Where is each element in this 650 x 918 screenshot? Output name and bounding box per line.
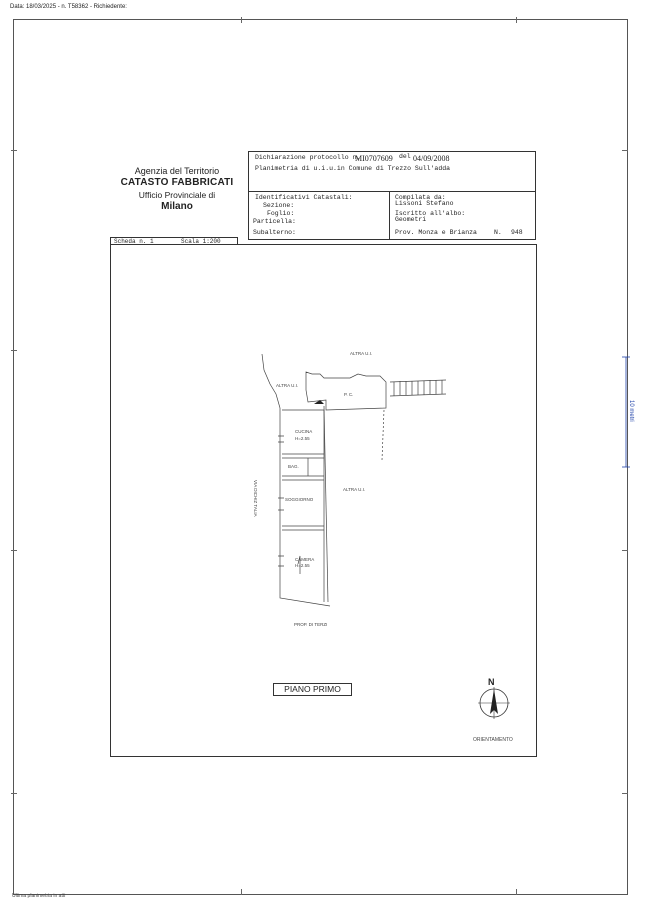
particella-label: Particella:: [253, 218, 296, 225]
tick-bottom-2: [516, 889, 517, 895]
tick-left-1: [11, 150, 17, 151]
scheda-number: Scheda n. 1: [114, 238, 154, 245]
tick-bottom-1: [241, 889, 242, 895]
document-footer-line: Ultima planimetria in atti: [12, 893, 66, 899]
tick-right-1: [622, 150, 628, 151]
floor-plan: [250, 350, 450, 610]
identificativi-label: Identificativi Catastali:: [255, 194, 353, 201]
orientation-label: ORIENTAMENTO: [473, 737, 513, 743]
label-cucina-height: H=2.55: [295, 436, 310, 441]
office-city: Milano: [161, 201, 193, 212]
label-cucina: CUCINA: [295, 429, 313, 434]
label-altra-ui-top: ALTRA U.I.: [350, 351, 373, 356]
compilata-label: Compilata da:: [395, 194, 446, 201]
tick-left-4: [11, 793, 17, 794]
protocol-number: MI0707609: [355, 154, 393, 163]
office-label: Ufficio Provinciale di: [138, 190, 216, 200]
agency-name: Agenzia del Territorio: [134, 166, 220, 176]
sezione-label: Sezione:: [263, 202, 295, 209]
n-label: N.: [494, 229, 502, 236]
label-bagno: BAG.: [288, 464, 299, 469]
compilatore-name: Lissoni Stefano: [395, 200, 454, 207]
planimetria-line: Planimetria di u.i.u.in Comune di Trezzo Sull'adda: [255, 165, 451, 172]
dichiarazione-label: Dichiarazione protocollo n.: [255, 154, 361, 161]
scale-bar-label: 10 metri: [628, 400, 634, 422]
tick-right-3: [622, 793, 628, 794]
label-soggiorno: SOGGIORNO: [285, 497, 314, 502]
albo-value: Geometri: [395, 216, 427, 223]
label-altra-ui-left: ALTRA U.I.: [276, 383, 299, 388]
label-street: VIA DICHIZ TALIA: [253, 480, 258, 517]
label-prop-terzi: PROP. DI TERZI: [294, 622, 328, 627]
foglio-label: Foglio:: [267, 210, 295, 217]
province-label: Prov. Monza e Brianza: [395, 229, 477, 236]
label-camera: CAMERA: [295, 557, 315, 562]
registration-number: 948: [511, 229, 523, 236]
document-header-line: Data: 18/03/2025 - n. T58362 - Richiedente:: [10, 4, 127, 10]
tick-left-2: [11, 350, 17, 351]
declaration-row: [249, 152, 535, 192]
floor-label: PIANO PRIMO: [273, 683, 352, 696]
tick-left-3: [11, 550, 17, 551]
tick-top-2: [516, 17, 517, 23]
tick-top-1: [241, 17, 242, 23]
header-divider: [389, 191, 390, 240]
tick-right-2: [622, 550, 628, 551]
north-arrow-icon: [477, 686, 511, 720]
scale-ratio: Scala 1:200: [181, 238, 221, 245]
north-letter: N: [488, 677, 495, 687]
label-pc: P. C.: [344, 392, 354, 397]
label-camera-height: H=2.55: [295, 563, 310, 568]
subalterno-label: Subalterno:: [253, 229, 296, 236]
declaration-date: 04/09/2008: [413, 154, 450, 163]
catasto-title: CATASTO FABBRICATI: [120, 177, 234, 188]
declaration-box: [248, 151, 536, 240]
label-altra-ui-right: ALTRA U.I.: [343, 487, 366, 492]
iscritto-label: Iscritto all'albo:: [395, 210, 466, 217]
agency-block: [112, 165, 242, 213]
del-label: del: [399, 153, 411, 160]
